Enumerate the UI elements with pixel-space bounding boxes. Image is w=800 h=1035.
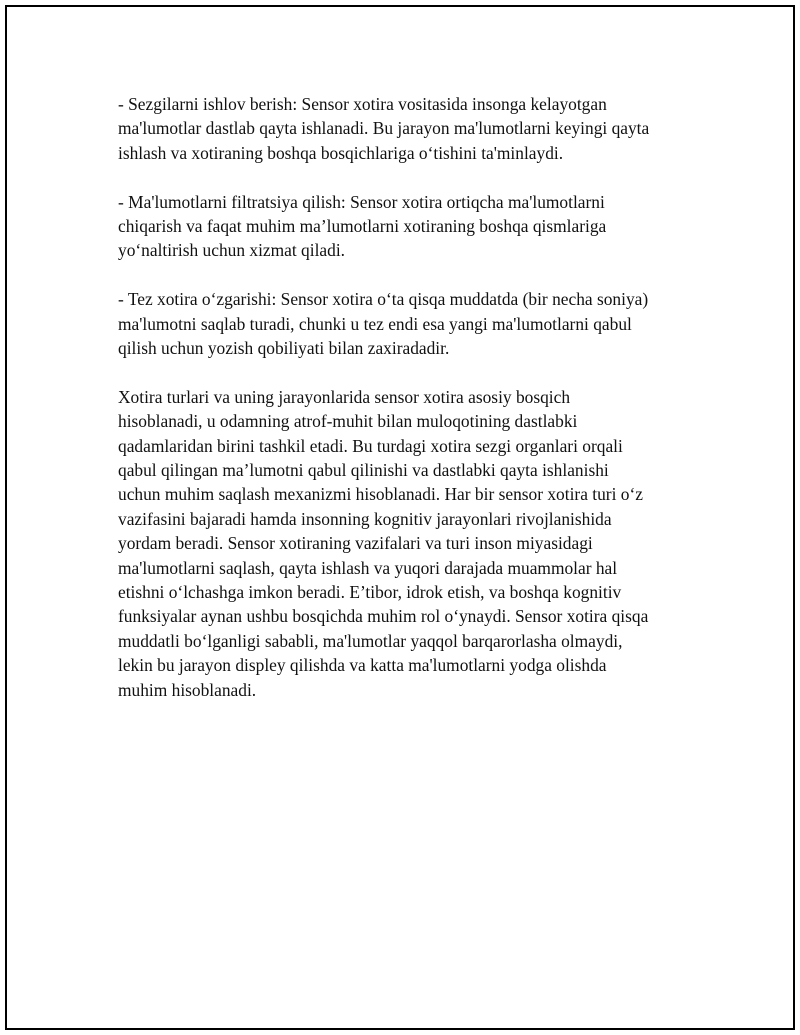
paragraph-summary: Xotira turlari va uning jarayonlarida sensor xotira asosiy bosqich hisoblanadi, u odamning atrof-muhit bilan muloqotining dastlabki qadamlaridan birini tashkil etadi. Bu turdagi xotira sezgi organlari orqali qabul qilingan ma’lumotni qabul qilinishi va dastlabki qayta ishlanishi uchun muhim saqlash mexanizmi hisoblanadi. Har bir sensor xotira turi o‘z vazifasini bajaradi hamda insonning kognitiv jarayonlari rivojlanishida yordam beradi. Sensor xotiraning vazifalari va turi inson miyasidagi ma'lumotlarni saqlash, qayta ishlash va yuqori darajada muammolar hal etishni o‘lchashga imkon beradi. E’tibor, idrok etish, va boshqa kognitiv funksiyalar aynan ushbu bosqichda muhim rol o‘ynaydi. Sensor xotira qisqa muddatli bo‘lganligi sababli, ma'lumotlar yaqqol barqarorlasha olmaydi, lekin bu jarayon displey qilishda va katta ma'lumotlarni yodga olishda muhim hisoblanadi.	[118, 386, 649, 700]
document-body	[118, 92, 698, 702]
paragraph-sensory-processing: - Sezgilarni ishlov berish: Sensor xotira vositasida insonga kelayotgan ma'lumotlar dastlab qayta ishlanadi. Bu jarayon ma'lumotlarni keyingi qayta ishlash va xotiraning boshqa bosqichlariga o‘tishini ta'minlaydi.	[118, 94, 650, 163]
paragraph-fast-memory-change: - Tez xotira o‘zgarishi: Sensor xotira o‘ta qisqa muddatda (bir necha soniya) ma'lumotni saqlab turadi, chunki u tez endi esa yangi ma'lumotlarni qabul qilish uchun yozish qobiliyati bilan zaxiradadir.	[118, 289, 649, 359]
paragraph-information-filtering: - Ma'lumotlarni filtratsiya qilish: Sensor xotira ortiqcha ma'lumotlarni chiqarish va faqat muhim ma’lumotlarni xotiraning boshqa qismlariga yo‘naltirish uchun xizmat qiladi.	[118, 191, 607, 261]
